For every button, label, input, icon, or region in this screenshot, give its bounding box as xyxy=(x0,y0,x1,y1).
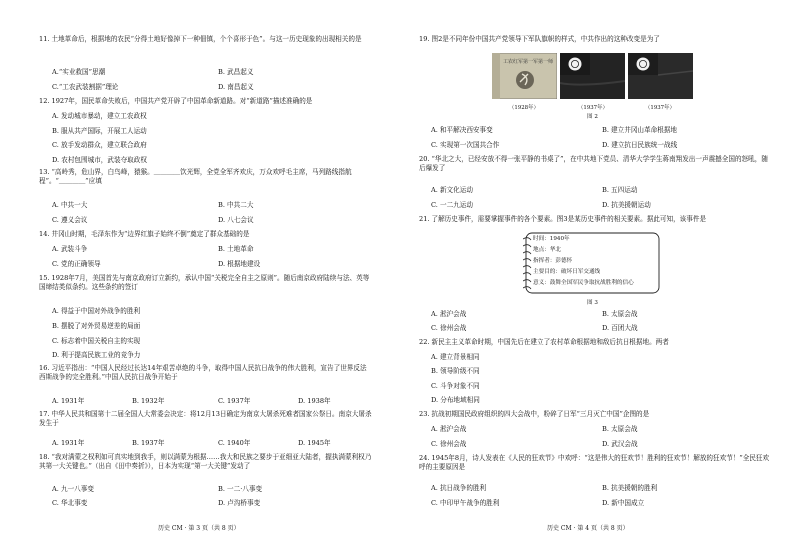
option-b[interactable]: B. 土地革命 xyxy=(218,245,254,253)
option-c[interactable]: C. 一二九运动 xyxy=(431,201,473,209)
question-stem: 1928年7月，美国首先与南京政府订立新约，承认中国“关税完全自主之原则”。随后南京政府陆续与法、英等国缔结类似条约。这些条约的签订 xyxy=(39,274,370,291)
question-number: 13. xyxy=(39,168,50,176)
page-footer: 历史 CM · 第 4 页（共 8 页） xyxy=(547,525,629,532)
option-a[interactable]: A. 1931年 xyxy=(52,439,85,447)
option-b[interactable]: B. 1937年 xyxy=(132,439,165,447)
option-c[interactable]: C. 徐州会战 xyxy=(431,440,467,448)
option-c[interactable]: C. 中印甲午战争的胜利 xyxy=(431,499,500,507)
question-22 xyxy=(419,338,774,347)
option-d[interactable]: D. 武汉会战 xyxy=(602,440,638,448)
flag-1937-a xyxy=(560,53,625,99)
flag-1937-a-image xyxy=(560,53,625,99)
option-b[interactable]: B. 1932年 xyxy=(132,397,165,405)
question-stem: 习近平指出：“中国人民经过长达14年艰苦卓绝的斗争，取得中国人民抗日战争的伟大胜利，宣告了世界反法西斯战争的完全胜利。”中国人民抗日战争开始于 xyxy=(39,364,367,381)
option-a[interactable]: A. 得益于中国对外战争的胜利 xyxy=(52,307,141,315)
question-14 xyxy=(39,230,372,239)
flag-1928 xyxy=(492,53,557,99)
option-c[interactable]: C. 1937年 xyxy=(218,397,251,405)
option-a[interactable]: A. 1931年 xyxy=(52,397,85,405)
option-d[interactable]: D. 南昌起义 xyxy=(218,83,254,91)
question-stem: 1927年，国民革命失败后，中国共产党开辟了中国革命新道路。对“新道路”描述准确的是 xyxy=(51,97,313,105)
option-d[interactable]: D. 百团大战 xyxy=(602,324,638,332)
option-b[interactable]: B. 建立井冈山革命根据地 xyxy=(602,126,677,134)
option-a[interactable]: A. 武装斗争 xyxy=(52,245,88,253)
question-number: 16. xyxy=(39,364,50,372)
question-stem: 图2是不同年份中国共产党领导下军队旗帜的样式，中共作出的这种改变是为了 xyxy=(431,35,660,43)
option-d[interactable]: D. 建立抗日民族统一战线 xyxy=(602,141,678,149)
flag-caption-3: （1937年） xyxy=(645,105,675,111)
option-b[interactable]: B. 武昌起义 xyxy=(218,68,254,76)
question-stem: 土地革命后，根据地的农民“分得土地好像掉下一种佃镇，个个喜形于色”。与这一历史现象的出现相关的是 xyxy=(51,35,362,43)
option-d[interactable]: D. 抗美援朝运动 xyxy=(602,201,651,209)
option-d[interactable]: D. 八七会议 xyxy=(218,216,254,224)
question-number: 24. xyxy=(419,454,430,462)
question-17 xyxy=(39,410,372,427)
question-stem: 抗战初期国民政府组织的四大会战中，粉碎了日军“三月灭亡中国”企图的是 xyxy=(431,410,650,418)
option-c[interactable]: C. 华北事变 xyxy=(52,499,88,507)
option-b[interactable]: B. 抗美援朝的胜利 xyxy=(602,484,658,492)
option-b[interactable]: B. 太原会战 xyxy=(602,310,638,318)
question-number: 12. xyxy=(39,97,50,105)
exam-page-right xyxy=(397,0,794,544)
option-b[interactable]: B. 五四运动 xyxy=(602,186,638,194)
option-a[interactable]: A. 和平解决西安事变 xyxy=(431,126,493,134)
page-footer: 历史 CM · 第 3 页（共 8 页） xyxy=(158,525,240,532)
option-d[interactable]: D. 农村包围城市，武装夺取政权 xyxy=(52,156,147,164)
option-a[interactable]: A. 淞沪会战 xyxy=(431,425,467,433)
question-20 xyxy=(419,155,774,172)
option-a[interactable]: A. 新文化运动 xyxy=(431,186,473,194)
note-time: 时间：1940年 xyxy=(533,236,570,242)
option-d[interactable]: D. 1945年 xyxy=(298,439,331,447)
option-b[interactable]: B. 服从共产国际，开展工人运动 xyxy=(52,127,147,135)
question-11 xyxy=(39,35,372,44)
flag-inscription: 工农红军第一军第一师 xyxy=(502,59,554,65)
option-d[interactable]: D. 1938年 xyxy=(298,397,331,405)
option-c[interactable]: C. 1940年 xyxy=(218,439,251,447)
question-number: 17. xyxy=(39,410,50,418)
option-c[interactable]: C. 标志着中国关税自主的实现 xyxy=(52,337,141,345)
question-13 xyxy=(39,168,372,185)
option-a[interactable]: A. 淞沪会战 xyxy=(431,310,467,318)
question-number: 15. xyxy=(39,274,50,282)
figure-3-label: 图 3 xyxy=(587,300,598,306)
question-stem: 中华人民共和国第十二届全国人大常委会决定：将12月13日确定为南京大屠杀死难者国家公祭日。南京大屠杀发生于 xyxy=(39,410,372,427)
option-b[interactable]: B. 一二·八事变 xyxy=(218,485,263,493)
option-b[interactable]: B. 太原会战 xyxy=(602,425,638,433)
option-c[interactable]: C. 放手发动群众，建立联合政府 xyxy=(52,141,147,149)
option-d[interactable]: D. 卢沟桥事变 xyxy=(218,499,261,507)
question-number: 19. xyxy=(419,35,430,43)
option-c[interactable]: C. 党的正确领导 xyxy=(52,260,101,268)
flag-1928-image xyxy=(492,53,557,99)
option-a[interactable]: A.“实业救国”思潮 xyxy=(52,68,106,76)
question-stem: 新民主主义革命时期，中国先后在建立了农村革命根据地和敌后抗日根据地。两者 xyxy=(431,338,669,346)
option-b[interactable]: B. 中共二大 xyxy=(218,201,254,209)
question-19 xyxy=(419,35,774,44)
question-number: 20. xyxy=(419,155,430,163)
question-stem: “我对满蒙之权利如可真实地到我手，则以满蒙为根据……我大和民族之要步于亚细亚大陆者，握执满蒙利权乃其第一大关键也。”（出自《田中奏折》），日本为实现“第一大关键”发动了 xyxy=(39,453,372,470)
question-stem: 井冈山时期，毛泽东作为“边界红旗子始终不倒”奠定了群众基础的是 xyxy=(51,230,250,238)
option-a[interactable]: A. 九一八事变 xyxy=(52,485,94,493)
question-stem: 了解历史事件，需要掌握事件的各个要素。图3是某历史事件的相关要素。据此可知，该事件是 xyxy=(431,215,707,223)
question-21 xyxy=(419,215,774,224)
option-a[interactable]: A. 发动城市暴动，建立工农政权 xyxy=(52,112,147,120)
question-number: 14. xyxy=(39,230,50,238)
question-15 xyxy=(39,274,372,291)
question-18 xyxy=(39,453,372,470)
option-c[interactable]: C. 徐州会战 xyxy=(431,324,467,332)
flag-1937-b-image xyxy=(628,53,693,99)
option-d[interactable]: D. 根据地建设 xyxy=(218,260,261,268)
option-d[interactable]: D. 新中国成立 xyxy=(602,499,645,507)
question-stem: “华北之大，已经安放不得一张平静的书桌了”，在中共地下党员、清华大学学生蒋南翔发出一声震撼全国的怒吼，随后爆发了 xyxy=(419,155,768,172)
note-place: 地点：华北 xyxy=(533,247,561,253)
option-b[interactable]: B. 领导阶级不同 xyxy=(431,367,480,375)
option-c[interactable]: C. 遵义会议 xyxy=(52,216,88,224)
option-b[interactable]: B. 摆脱了对外贸易逆差的局面 xyxy=(52,322,141,330)
question-23 xyxy=(419,410,774,419)
option-a[interactable]: A. 建立背景相同 xyxy=(431,353,480,361)
question-number: 18. xyxy=(39,453,50,461)
option-d[interactable]: D. 分布地域相同 xyxy=(431,396,480,404)
question-number: 21. xyxy=(419,215,430,223)
note-commander: 指挥者：彭德怀 xyxy=(533,258,573,264)
flag-caption-2: （1937年） xyxy=(578,105,608,111)
note-purpose: 主要目的：破坏日军交通线 xyxy=(533,269,601,275)
question-stem: 1945年8月，诗人发表在《人民的狂欢节》中欢呼：“这是伟大的狂欢节！胜利的狂欢节！解放的狂欢节！”全民狂欢呼的主要原因是 xyxy=(419,454,770,471)
option-a[interactable]: A. 抗日战争的胜利 xyxy=(431,484,487,492)
option-c[interactable]: C. 斗争对象不同 xyxy=(431,382,480,390)
option-d[interactable]: D. 利于提高民族工业的竞争力 xyxy=(52,351,141,359)
option-c[interactable]: C. 实现第一次国共合作 xyxy=(431,141,500,149)
question-number: 23. xyxy=(419,410,430,418)
question-24 xyxy=(419,454,774,471)
flag-caption-1: （1928年） xyxy=(509,105,539,111)
figure-2-label: 图 2 xyxy=(587,114,598,120)
flag-1937-b xyxy=(628,53,693,99)
question-12 xyxy=(39,97,372,106)
option-a[interactable]: A. 中共一大 xyxy=(52,201,88,209)
note-significance: 意义：鼓舞全国军民争取抗战胜利的信心 xyxy=(533,280,634,286)
question-number: 11. xyxy=(39,35,50,43)
option-c[interactable]: C.“工农武装割据”理论 xyxy=(52,83,119,91)
figure-3-notebook xyxy=(523,232,661,294)
question-number: 22. xyxy=(419,338,430,346)
question-stem: “高岭秀，危山界，白鸟峰，猿猴。＿＿＿＿饮光辉，全党全军齐欢庆，万众欢呼毛主席，马列路线指航程”。“＿＿＿＿”应填 xyxy=(39,168,352,185)
question-16 xyxy=(39,364,372,381)
